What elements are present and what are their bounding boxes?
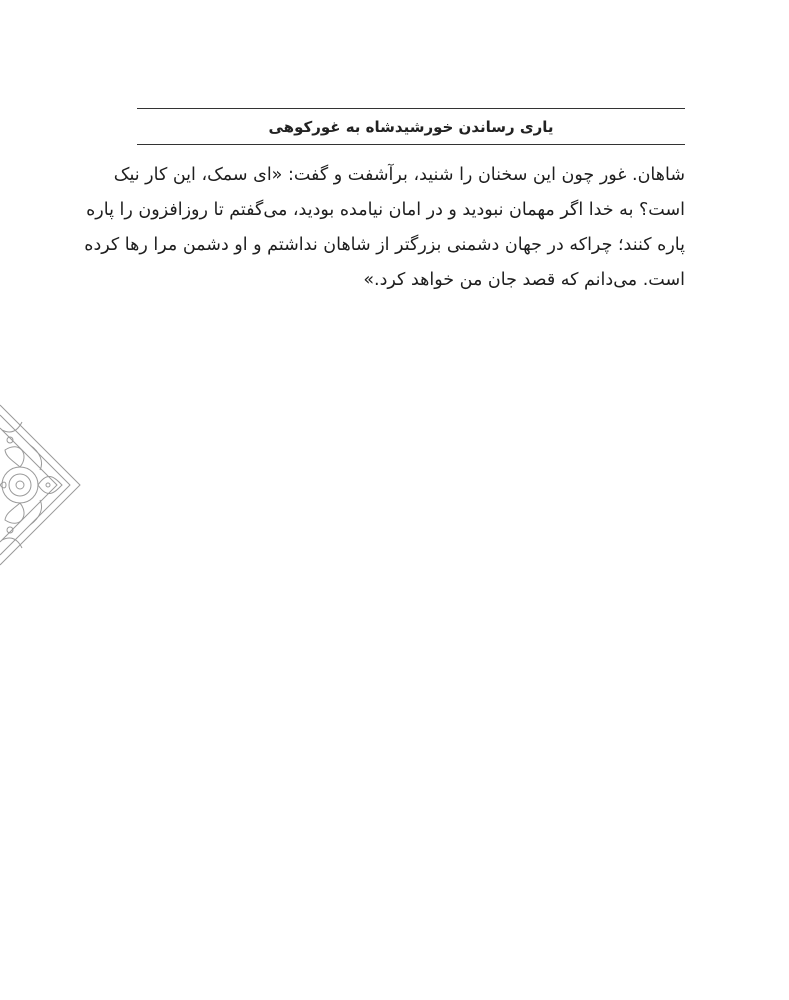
arabesque-ornament-icon: [0, 400, 90, 570]
header-rule-top: [137, 108, 685, 109]
body-line: است؟ به خدا اگر مهمان نبودید و در امان نیامده بودید، می‌گفتم تا روزافزون را پاره: [86, 200, 685, 220]
body-line: شاهان. غور چون این سخنان را شنید، برآشفت و گفت: «ای سمک، این کار نیک: [113, 165, 685, 185]
header-rule-bottom: [137, 144, 685, 145]
body-line: است. می‌دانم که قصد جان من خواهد کرد.»: [363, 270, 685, 290]
body-line: پاره کنند؛ چراکه در جهان دشمنی بزرگتر از شاهان نداشتم و او دشمن مرا رها کرده: [84, 235, 685, 255]
body-paragraph: [84, 158, 685, 298]
running-head: یاری رساندن خورشیدشاه به غورکوهی: [268, 118, 554, 136]
